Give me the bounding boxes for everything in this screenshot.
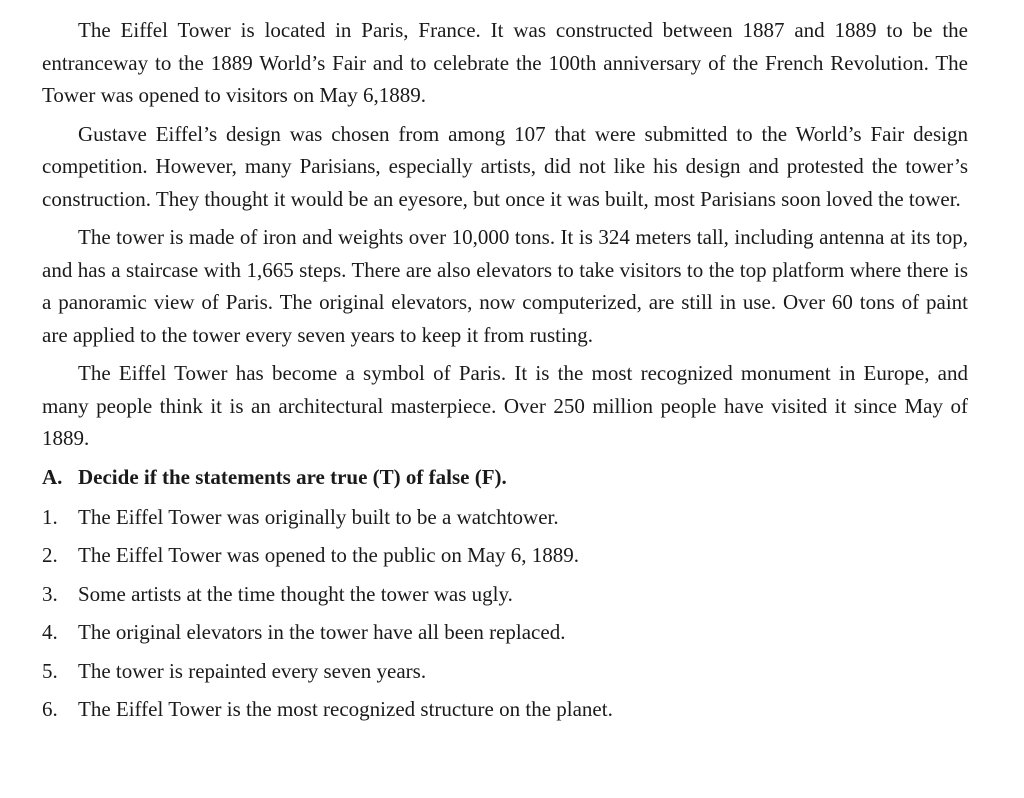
question-list: [42, 501, 968, 726]
exercise-heading: [42, 461, 968, 493]
question-text: Some artists at the time thought the tower was ugly.: [78, 581, 513, 606]
passage-paragraph-2: Gustave Eiffel’s design was chosen from among 107 that were submitted to the World’s Fair design competition. However, many Parisians, especially artists, did not like his design and protested the tower’s construction. They thought it would be an eyesore, but once it was built, most Parisians soon loved the tower.: [42, 121, 968, 211]
question-text: The tower is repainted every seven years.: [78, 658, 427, 683]
question-text: The original elevators in the tower have all been replaced.: [78, 620, 566, 644]
question-item-3: [42, 578, 968, 610]
question-text: The Eiffel Tower is the most recognized structure on the planet.: [78, 697, 613, 721]
question-number: 1.: [42, 504, 58, 529]
question-item-1: [42, 501, 968, 533]
question-text: The Eiffel Tower was originally built to be a watchtower.: [78, 504, 559, 529]
question-number: 6.: [42, 697, 58, 721]
document-page: [42, 14, 968, 732]
exercise-letter: A.: [42, 464, 63, 489]
question-number: 3.: [42, 581, 58, 606]
passage-paragraph-3: The tower is made of iron and weights over 10,000 tons. It is 324 meters tall, including antenna at its top, and has a staircase with 1,665 steps. There are also elevators to take visitors to the top platform where there is a panoramic view of Paris. The original elevators, now computerized, are still in use. Over 60 tons of paint are applied to the tower every seven years to keep it from rusting.: [42, 225, 968, 347]
question-number: 4.: [42, 620, 58, 644]
question-text: The Eiffel Tower was opened to the public on May 6, 1889.: [78, 543, 580, 567]
question-item-2: [42, 539, 968, 571]
question-number: 2.: [42, 543, 58, 567]
question-item-6: [42, 693, 968, 725]
question-item-4: [42, 616, 968, 648]
passage-paragraph-1: The Eiffel Tower is located in Paris, France. It was constructed between 1887 and 1889 to be the entranceway to the 1889 World’s Fair and to celebrate the 100th anniversary of the French Revolution. The Tower was opened to visitors on May 6,1889.: [42, 18, 968, 107]
question-item-5: [42, 655, 968, 687]
question-number: 5.: [42, 658, 58, 683]
passage-paragraph-4: The Eiffel Tower has become a symbol of Paris. It is the most recognized monument in Europe, and many people think it is an architectural masterpiece. Over 250 million people have visited it since May of 1889.: [42, 361, 968, 450]
exercise-instruction: Decide if the statements are true (T) of false (F).: [78, 464, 507, 489]
